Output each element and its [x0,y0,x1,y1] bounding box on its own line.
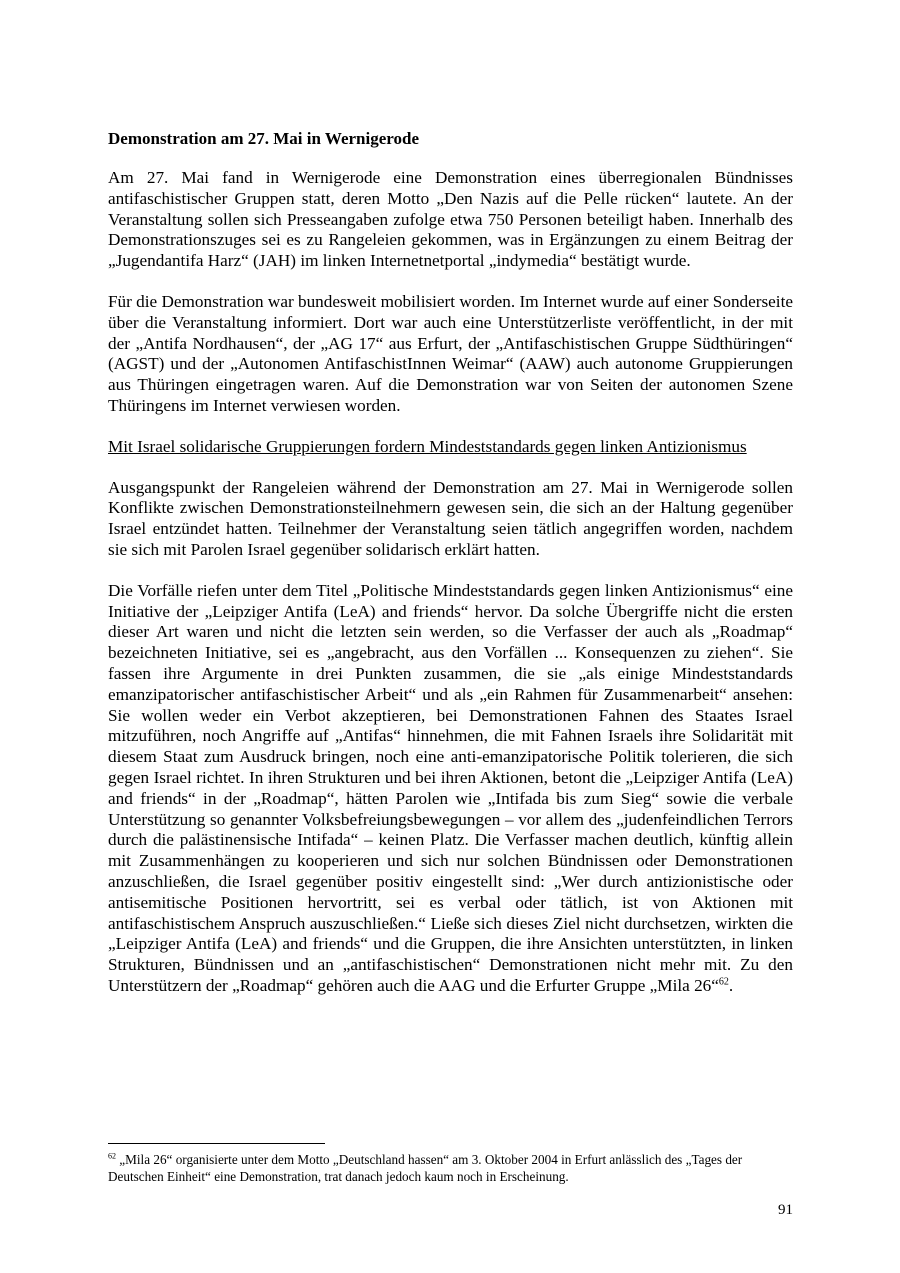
page-number: 91 [778,1202,793,1218]
footnote-number: 62 [108,1151,116,1161]
paragraph: Am 27. Mai fand in Wernigerode eine Demonstration eines überregionalen Bündnisses antifaschistischer Gruppen statt, deren Motto „Den Nazis auf die Pelle rücken“ lautete. An der Veranstaltung sollen sich Presseangaben zufolge etwa 750 Personen beteiligt haben. Innerhalb des Demonstrationszuges sei es zu Rangeleien gekommen, was in Ergänzungen zu einem Beitrag der „Jugendantifa Harz“ (JAH) im linken Internetnetportal „indymedia“ bestätigt wurde. [108,168,793,271]
section-heading: Demonstration am 27. Mai in Wernigerode [108,129,420,148]
footnote-reference[interactable]: 62 [718,976,729,988]
paragraph-with-footnote [108,581,793,997]
paragraph: Ausgangspunkt der Rangeleien während der Demonstration am 27. Mai in Wernigerode sollen Konflikte zwischen Demonstrationsteilnehmern gewesen sein, die sich an der Haltung gegenüber Israel entzündet hatten. Teilnehmer der Veranstaltung seien tätlich angegriffen worden, nachdem sie sich mit Parolen Israel gegenüber solidarisch erklärt hatten. [108,477,793,559]
paragraph: Für die Demonstration war bundesweit mobilisiert worden. Im Internet wurde auf einer Sonderseite über die Veranstaltung informiert. Dort war auch eine Unterstützerliste veröffentlicht, in der mit der „Antifa Nordhausen“, der „AG 17“ aus Erfurt, der „Antifaschistischen Gruppe Südthüringen“ (AGST) und der „Autonomen AntifaschistInnen Weimar“ (AAW) auch autonome Gruppierungen aus Thüringen eingetragen waren. Auf die Demonstration war von Seiten der autonomen Szene Thüringens im Internet verwiesen worden. [108,291,793,415]
subheading: Mit Israel solidarische Gruppierungen fordern Mindeststandards gegen linken Antizionismus [108,436,747,456]
page-content [108,128,793,1017]
footnote-text: „Mila 26“ organisierte unter dem Motto „Deutschland hassen“ am 3. Oktober 2004 in Erfurt anlässlich des „Tages der Deutschen Einheit“ eine Demonstration, trat danach jedoch kaum noch in Erscheinung. [108,1152,743,1184]
sentence-end: . [728,975,734,995]
paragraph-text: Die Vorfälle riefen unter dem Titel „Politische Mindeststandards gegen linken Antizionismus“ eine Initiative der „Leipziger Antifa (LeA) and friends“ hervor. Da solche Übergriffe nicht die ersten dieser Art waren und nicht die letzten sein werden, so die Verfasser der auch als „Roadmap“ bezeichneten Initiative, sei es „angebracht, aus den Vorfällen ... Konsequenzen zu ziehen“. Sie fassen ihre Argumente in drei Punkten zusammen, die sie „als einige Mindeststandards emanzipatorischer antifaschistischer Arbeit“ und als „ein Rahmen für Zusammenarbeit“ ansehen: Sie wollen weder ein Verbot akzeptieren, bei Demonstrationen Fahnen des Staates Israel mitzuführen, noch Angriffe auf „Antifas“ hinnehmen, die mit Fahnen Israels ihre Solidarität mit diesem Staat zum Ausdruck bringen, noch eine anti-emanzipatorische Politik tolerieren, die sich gegen Israel richtet. In ihren Strukturen und bei ihren Aktionen, betont die „Leipziger Antifa (LeA) and friends“ in der „Roadmap“, hätten Parolen wie „Intifada bis zum Sieg“ sowie die verbale Unterstützung so genannter Volksbefreiungsbewegungen – vor allem des „judenfeindlichen Terrors durch die palästinensische Intifada“ – keinen Platz. Die Verfasser machen deutlich, künftig allein mit Zusammenhängen zu kooperieren und sich nur solchen Bündnissen oder Demonstrationen anzuschließen, die Israel gegenüber positiv eingestellt sind: „Wer durch antizionistische oder antisemitische Positionen hervortritt, sei es verbal oder tätlich, ist von Aktionen mit antifaschistischem Anspruch auszuschließen.“ Ließe sich dieses Ziel nicht durchsetzen, wirkten die „Leipziger Antifa (LeA) and friends“ und die Gruppen, die ihre Ansichten unterstützten, in linken Strukturen, Bündnissen und an „antifaschistischen“ Demonstrationen nicht mehr mit. Zu den Unterstützern der „Roadmap“ gehören auch die AAG und die Erfurter Gruppe „Mila 26“ [108,580,793,995]
footnote [108,1152,793,1185]
footnote-divider [108,1143,325,1144]
